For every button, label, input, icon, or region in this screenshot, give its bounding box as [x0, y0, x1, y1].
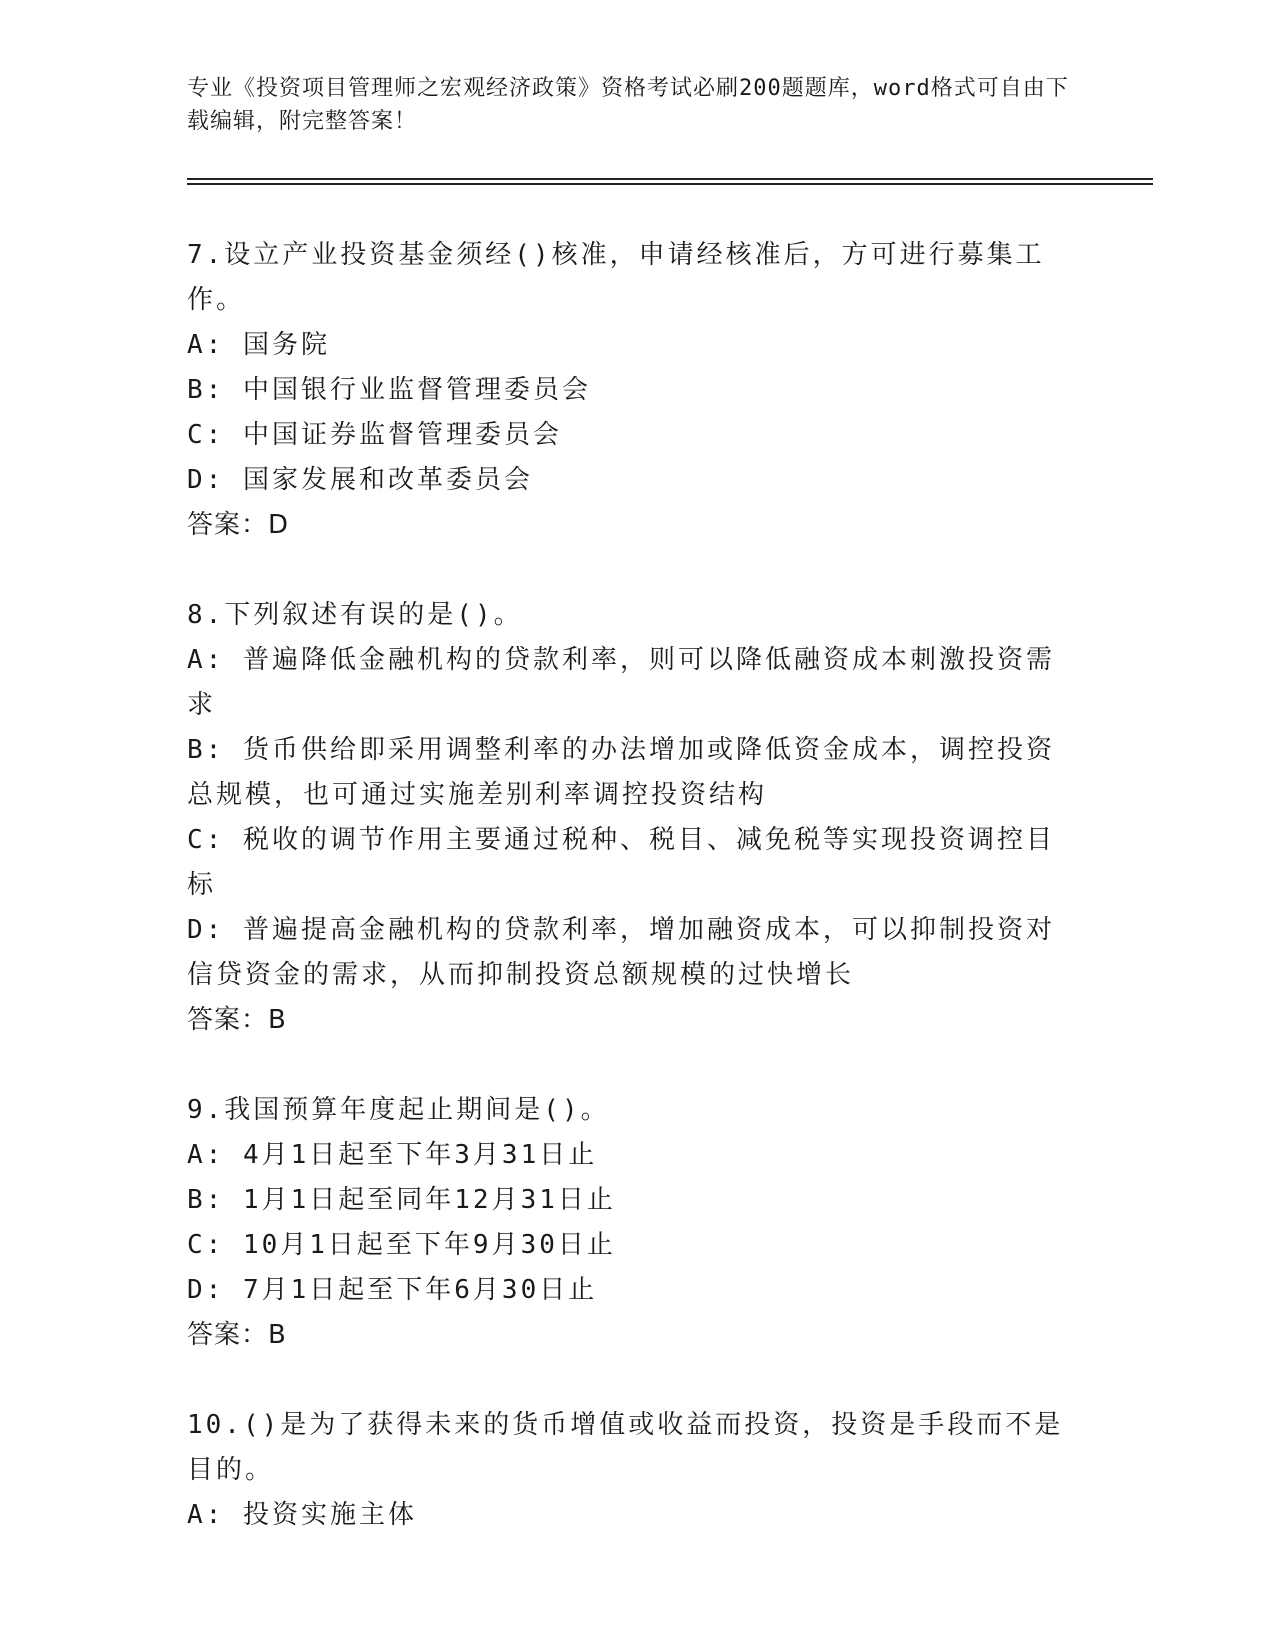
question-list — [187, 233, 1077, 1538]
option-c: C: 10月1日起至下年9月30日止 — [187, 1230, 616, 1260]
option-b: B: 货币供给即采用调整利率的办法增加或降低资金成本，调控投资总规模，也可通过实施差别利率调控投资结构 — [187, 735, 1055, 810]
option-a: A: 国务院 — [187, 330, 330, 360]
document-header — [187, 72, 1077, 138]
answer: 答案：B — [187, 1005, 287, 1035]
question-stem: 9.我国预算年度起止期间是()。 — [187, 1095, 610, 1125]
question-9 — [187, 1088, 1077, 1358]
option-a: A: 投资实施主体 — [187, 1500, 417, 1530]
question-stem: 7.设立产业投资基金须经()核准，申请经核准后，方可进行募集工作。 — [187, 240, 1045, 315]
option-a: A: 4月1日起至下年3月31日止 — [187, 1140, 598, 1170]
question-stem: 10.()是为了获得未来的货币增值或收益而投资，投资是手段而不是目的。 — [187, 1410, 1064, 1485]
question-10 — [187, 1403, 1077, 1538]
option-d: D: 7月1日起至下年6月30日止 — [187, 1275, 598, 1305]
option-c: C: 税收的调节作用主要通过税种、税目、减免税等实现投资调控目标 — [187, 825, 1055, 900]
option-b: B: 1月1日起至同年12月31日止 — [187, 1185, 616, 1215]
header-divider-top — [187, 178, 1153, 180]
header-divider-bottom — [187, 183, 1153, 185]
header-text: 专业《投资项目管理师之宏观经济政策》资格考试必刷200题题库，word格式可自由下载编辑，附完整答案！ — [187, 76, 1069, 134]
option-c: C: 中国证券监督管理委员会 — [187, 420, 562, 450]
option-d: D: 国家发展和改革委员会 — [187, 465, 533, 495]
answer: 答案：B — [187, 1320, 287, 1350]
option-a: A: 普遍降低金融机构的贷款利率，则可以降低融资成本刺激投资需求 — [187, 645, 1055, 720]
question-stem: 8.下列叙述有误的是()。 — [187, 600, 523, 630]
option-d: D: 普遍提高金融机构的贷款利率，增加融资成本，可以抑制投资对信贷资金的需求，从而抑制投资总额规模的过快增长 — [187, 915, 1055, 990]
question-8 — [187, 593, 1077, 1043]
answer: 答案：D — [187, 510, 290, 540]
option-b: B: 中国银行业监督管理委员会 — [187, 375, 591, 405]
question-7 — [187, 233, 1077, 548]
